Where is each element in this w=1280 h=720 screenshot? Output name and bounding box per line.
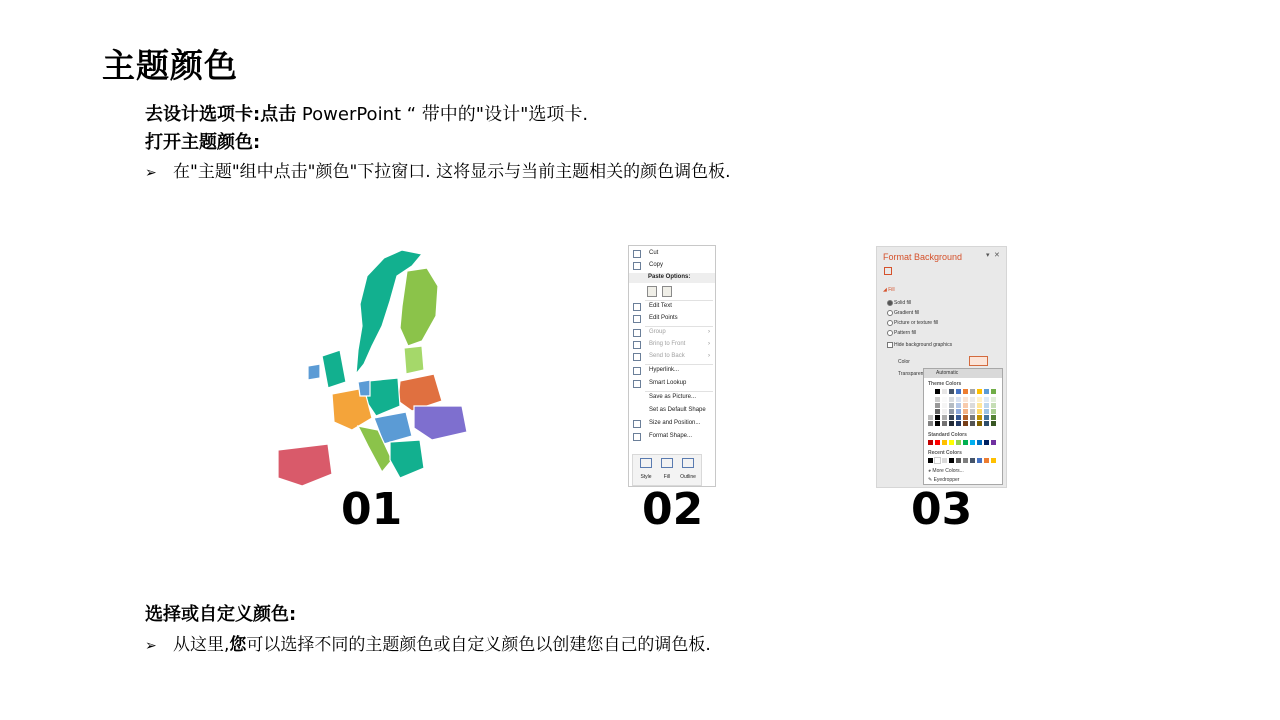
theme-colors-label: Theme Colors	[928, 381, 962, 387]
theme-color-swatch[interactable]	[984, 397, 989, 402]
color-swatch[interactable]	[963, 440, 968, 445]
theme-color-swatch[interactable]	[928, 389, 933, 394]
bullet-theme-colors-text: 在"主题"组中点击"颜色"下拉窗口. 这将显示与当前主题相关的颜色调色板.	[173, 162, 731, 182]
option-pattern-fill[interactable]: Pattern fill	[894, 330, 916, 336]
step-number-01: 01	[341, 484, 403, 535]
right-arrow-bullet-icon: ➢	[145, 165, 157, 181]
menu-item-save-as-picture[interactable]: Save as Picture...	[649, 394, 697, 400]
color-swatch[interactable]	[942, 458, 947, 463]
color-swatch[interactable]	[928, 440, 933, 445]
theme-color-swatch[interactable]	[977, 421, 982, 426]
theme-color-swatch[interactable]	[977, 409, 982, 414]
theme-color-swatch[interactable]	[991, 409, 996, 414]
fill-bucket-icon	[661, 458, 673, 468]
color-swatch[interactable]	[984, 440, 989, 445]
theme-color-swatch[interactable]	[977, 415, 982, 420]
theme-color-swatch[interactable]	[942, 403, 947, 408]
slide-title: 主题颜色	[102, 46, 238, 85]
theme-color-swatch[interactable]	[956, 397, 961, 402]
theme-color-swatch[interactable]	[956, 389, 961, 394]
theme-color-swatch[interactable]	[956, 415, 961, 420]
paste-picture-icon[interactable]	[662, 286, 672, 297]
theme-color-swatch[interactable]	[942, 389, 947, 394]
theme-color-swatch[interactable]	[970, 415, 975, 420]
map-region-east	[414, 406, 467, 440]
theme-color-swatch[interactable]	[928, 403, 933, 408]
theme-color-swatch[interactable]	[970, 389, 975, 394]
theme-color-swatch[interactable]	[935, 421, 940, 426]
menu-item-copy[interactable]: Copy	[632, 261, 714, 272]
style-button[interactable]: Style	[636, 457, 656, 485]
color-swatch[interactable]	[935, 458, 940, 463]
color-swatch[interactable]	[991, 458, 996, 463]
theme-color-swatch[interactable]	[977, 397, 982, 402]
menu-item-send-to-back[interactable]: Send to Back ›	[632, 352, 714, 363]
color-swatch[interactable]	[956, 440, 961, 445]
theme-color-swatch[interactable]	[977, 389, 982, 394]
europe-map-image	[272, 246, 472, 490]
menu-item-set-default-shape[interactable]: Set as Default Shape	[649, 407, 706, 413]
color-swatch[interactable]	[984, 458, 989, 463]
pen-outline-icon	[682, 458, 694, 468]
menu-item-edit-text[interactable]: Edit Text	[632, 302, 714, 313]
design-tab-heading: 去设计选项卡:点击	[145, 104, 297, 125]
theme-color-swatch[interactable]	[991, 403, 996, 408]
style-icon	[640, 458, 652, 468]
recent-colors-label: Recent Colors	[928, 450, 962, 456]
menu-item-hyperlink[interactable]: Hyperlink...	[632, 366, 714, 377]
theme-color-swatch[interactable]	[984, 389, 989, 394]
color-swatch[interactable]	[942, 440, 947, 445]
bring-front-icon	[633, 341, 641, 349]
theme-color-swatch[interactable]	[970, 397, 975, 402]
theme-color-swatch[interactable]	[942, 409, 947, 414]
theme-color-swatch[interactable]	[984, 421, 989, 426]
menu-item-edit-points[interactable]: Edit Points	[632, 314, 714, 325]
transparency-label: Transparen	[898, 371, 924, 377]
theme-color-swatch[interactable]	[928, 397, 933, 402]
menu-item-group[interactable]: Group ›	[632, 328, 714, 339]
hide-background-checkbox[interactable]: Hide background graphics	[894, 342, 952, 348]
step-number-02: 02	[642, 484, 704, 535]
option-gradient-fill[interactable]: Gradient fill	[894, 310, 919, 316]
map-region-balkans	[390, 440, 424, 478]
theme-color-swatch[interactable]	[949, 397, 954, 402]
fill-section-header[interactable]: ◢ Fill	[883, 287, 895, 293]
map-region-uk	[322, 350, 346, 388]
theme-color-swatch[interactable]	[949, 389, 954, 394]
theme-color-swatch[interactable]	[928, 415, 933, 420]
scissors-icon	[633, 250, 641, 258]
right-arrow-bullet-icon: ➢	[145, 638, 157, 654]
link-icon	[633, 367, 641, 375]
color-swatch[interactable]	[970, 458, 975, 463]
map-region-baltics	[404, 346, 424, 374]
color-swatch[interactable]	[949, 440, 954, 445]
theme-color-swatch[interactable]	[942, 397, 947, 402]
theme-color-swatch[interactable]	[991, 397, 996, 402]
customize-colors-heading: 选择或自定义颜色:	[145, 604, 297, 625]
menu-item-cut[interactable]: Cut	[632, 249, 714, 260]
chevron-right-icon: ›	[708, 329, 710, 335]
send-back-icon	[633, 353, 641, 361]
copy-icon	[633, 262, 641, 270]
paste-options-header: Paste Options:	[629, 273, 715, 283]
theme-color-swatch[interactable]	[935, 397, 940, 402]
theme-color-swatch[interactable]	[949, 415, 954, 420]
map-region-finland	[400, 268, 438, 346]
color-swatch[interactable]	[949, 458, 954, 463]
bullet-customize: ➢ 从这里,您可以选择不同的主题颜色或自定义颜色以创建您自己的调色板.	[145, 635, 711, 655]
theme-color-swatch[interactable]	[942, 415, 947, 420]
option-picture-fill[interactable]: Picture or texture fill	[894, 320, 938, 326]
theme-color-swatch[interactable]	[963, 397, 968, 402]
fill-button[interactable]: Fill	[657, 457, 677, 485]
map-region-iberia	[278, 444, 332, 486]
map-region-ireland	[308, 364, 320, 380]
theme-color-swatch[interactable]	[991, 415, 996, 420]
close-icon[interactable]: ✕	[994, 252, 1000, 259]
chevron-right-icon: ›	[708, 353, 710, 359]
outline-button[interactable]: Outline	[678, 457, 698, 485]
theme-color-swatch[interactable]	[935, 409, 940, 414]
open-theme-colors-heading: 打开主题颜色:	[145, 132, 261, 153]
theme-color-swatch[interactable]	[949, 409, 954, 414]
color-swatch[interactable]	[956, 458, 961, 463]
design-tab-instruction	[145, 100, 588, 126]
color-swatch[interactable]	[963, 458, 968, 463]
eyedropper-option[interactable]: ✎ Eyedropper	[928, 477, 960, 483]
theme-color-swatch[interactable]	[949, 421, 954, 426]
paint-bucket-icon[interactable]	[884, 267, 892, 275]
theme-color-swatch[interactable]	[935, 403, 940, 408]
theme-color-swatch[interactable]	[991, 421, 996, 426]
theme-color-swatch[interactable]	[949, 403, 954, 408]
bullet-theme-colors	[145, 157, 731, 182]
chevron-down-icon[interactable]: ▾	[986, 252, 990, 259]
theme-color-swatch[interactable]	[956, 409, 961, 414]
color-swatch[interactable]	[991, 440, 996, 445]
search-icon	[633, 380, 641, 388]
standard-colors-label: Standard Colors	[928, 432, 967, 438]
color-swatch[interactable]	[970, 440, 975, 445]
color-swatch[interactable]	[977, 440, 982, 445]
group-icon	[633, 329, 641, 337]
theme-color-swatch[interactable]	[928, 409, 933, 414]
theme-color-swatch[interactable]	[970, 409, 975, 414]
menu-item-smart-lookup[interactable]: Smart Lookup	[632, 379, 714, 390]
edit-text-icon	[633, 303, 641, 311]
color-dropdown	[923, 368, 1003, 485]
menu-item-bring-to-front[interactable]: Bring to Front ›	[632, 340, 714, 351]
context-menu-screenshot	[628, 245, 716, 487]
theme-color-swatch[interactable]	[956, 403, 961, 408]
option-solid-fill[interactable]: Solid fill	[894, 300, 911, 306]
theme-color-swatch[interactable]	[984, 415, 989, 420]
color-swatch[interactable]	[928, 458, 933, 463]
color-label: Color	[898, 359, 910, 365]
theme-color-swatch[interactable]	[935, 415, 940, 420]
theme-color-swatch[interactable]	[970, 421, 975, 426]
theme-color-swatch[interactable]	[984, 403, 989, 408]
theme-color-swatch[interactable]	[963, 409, 968, 414]
chevron-right-icon: ›	[708, 341, 710, 347]
theme-color-swatch[interactable]	[935, 389, 940, 394]
theme-color-swatch[interactable]	[942, 421, 947, 426]
theme-color-swatch[interactable]	[963, 389, 968, 394]
menu-item-size-position[interactable]: Size and Position...	[632, 419, 714, 430]
theme-color-swatch[interactable]	[970, 403, 975, 408]
theme-color-swatch[interactable]	[956, 421, 961, 426]
map-region-germany	[366, 378, 400, 416]
automatic-option[interactable]: Automatic	[924, 369, 1002, 378]
theme-color-swatch[interactable]	[977, 403, 982, 408]
mini-toolbar	[632, 454, 702, 486]
design-tab-text: PowerPoint “ 带中的"设计"选项卡.	[296, 104, 589, 125]
color-swatch[interactable]	[977, 458, 982, 463]
theme-color-swatch[interactable]	[963, 415, 968, 420]
map-region-benelux	[358, 380, 370, 396]
size-position-icon	[633, 420, 641, 428]
theme-color-swatch[interactable]	[963, 421, 968, 426]
theme-color-swatch[interactable]	[928, 421, 933, 426]
color-swatch[interactable]	[935, 440, 940, 445]
pane-title: Format Background	[883, 252, 963, 262]
theme-color-swatch[interactable]	[984, 409, 989, 414]
menu-item-format-shape[interactable]: Format Shape...	[632, 432, 714, 443]
color-picker-button[interactable]	[969, 356, 988, 366]
theme-color-swatch[interactable]	[963, 403, 968, 408]
format-background-pane	[876, 246, 1007, 488]
paste-keep-source-icon[interactable]	[647, 286, 657, 297]
theme-color-swatch[interactable]	[991, 389, 996, 394]
edit-points-icon	[633, 315, 641, 323]
paint-bucket-icon	[633, 433, 641, 441]
more-colors-option[interactable]: ◕ More Colors...	[928, 468, 964, 474]
step-number-03: 03	[911, 484, 973, 535]
